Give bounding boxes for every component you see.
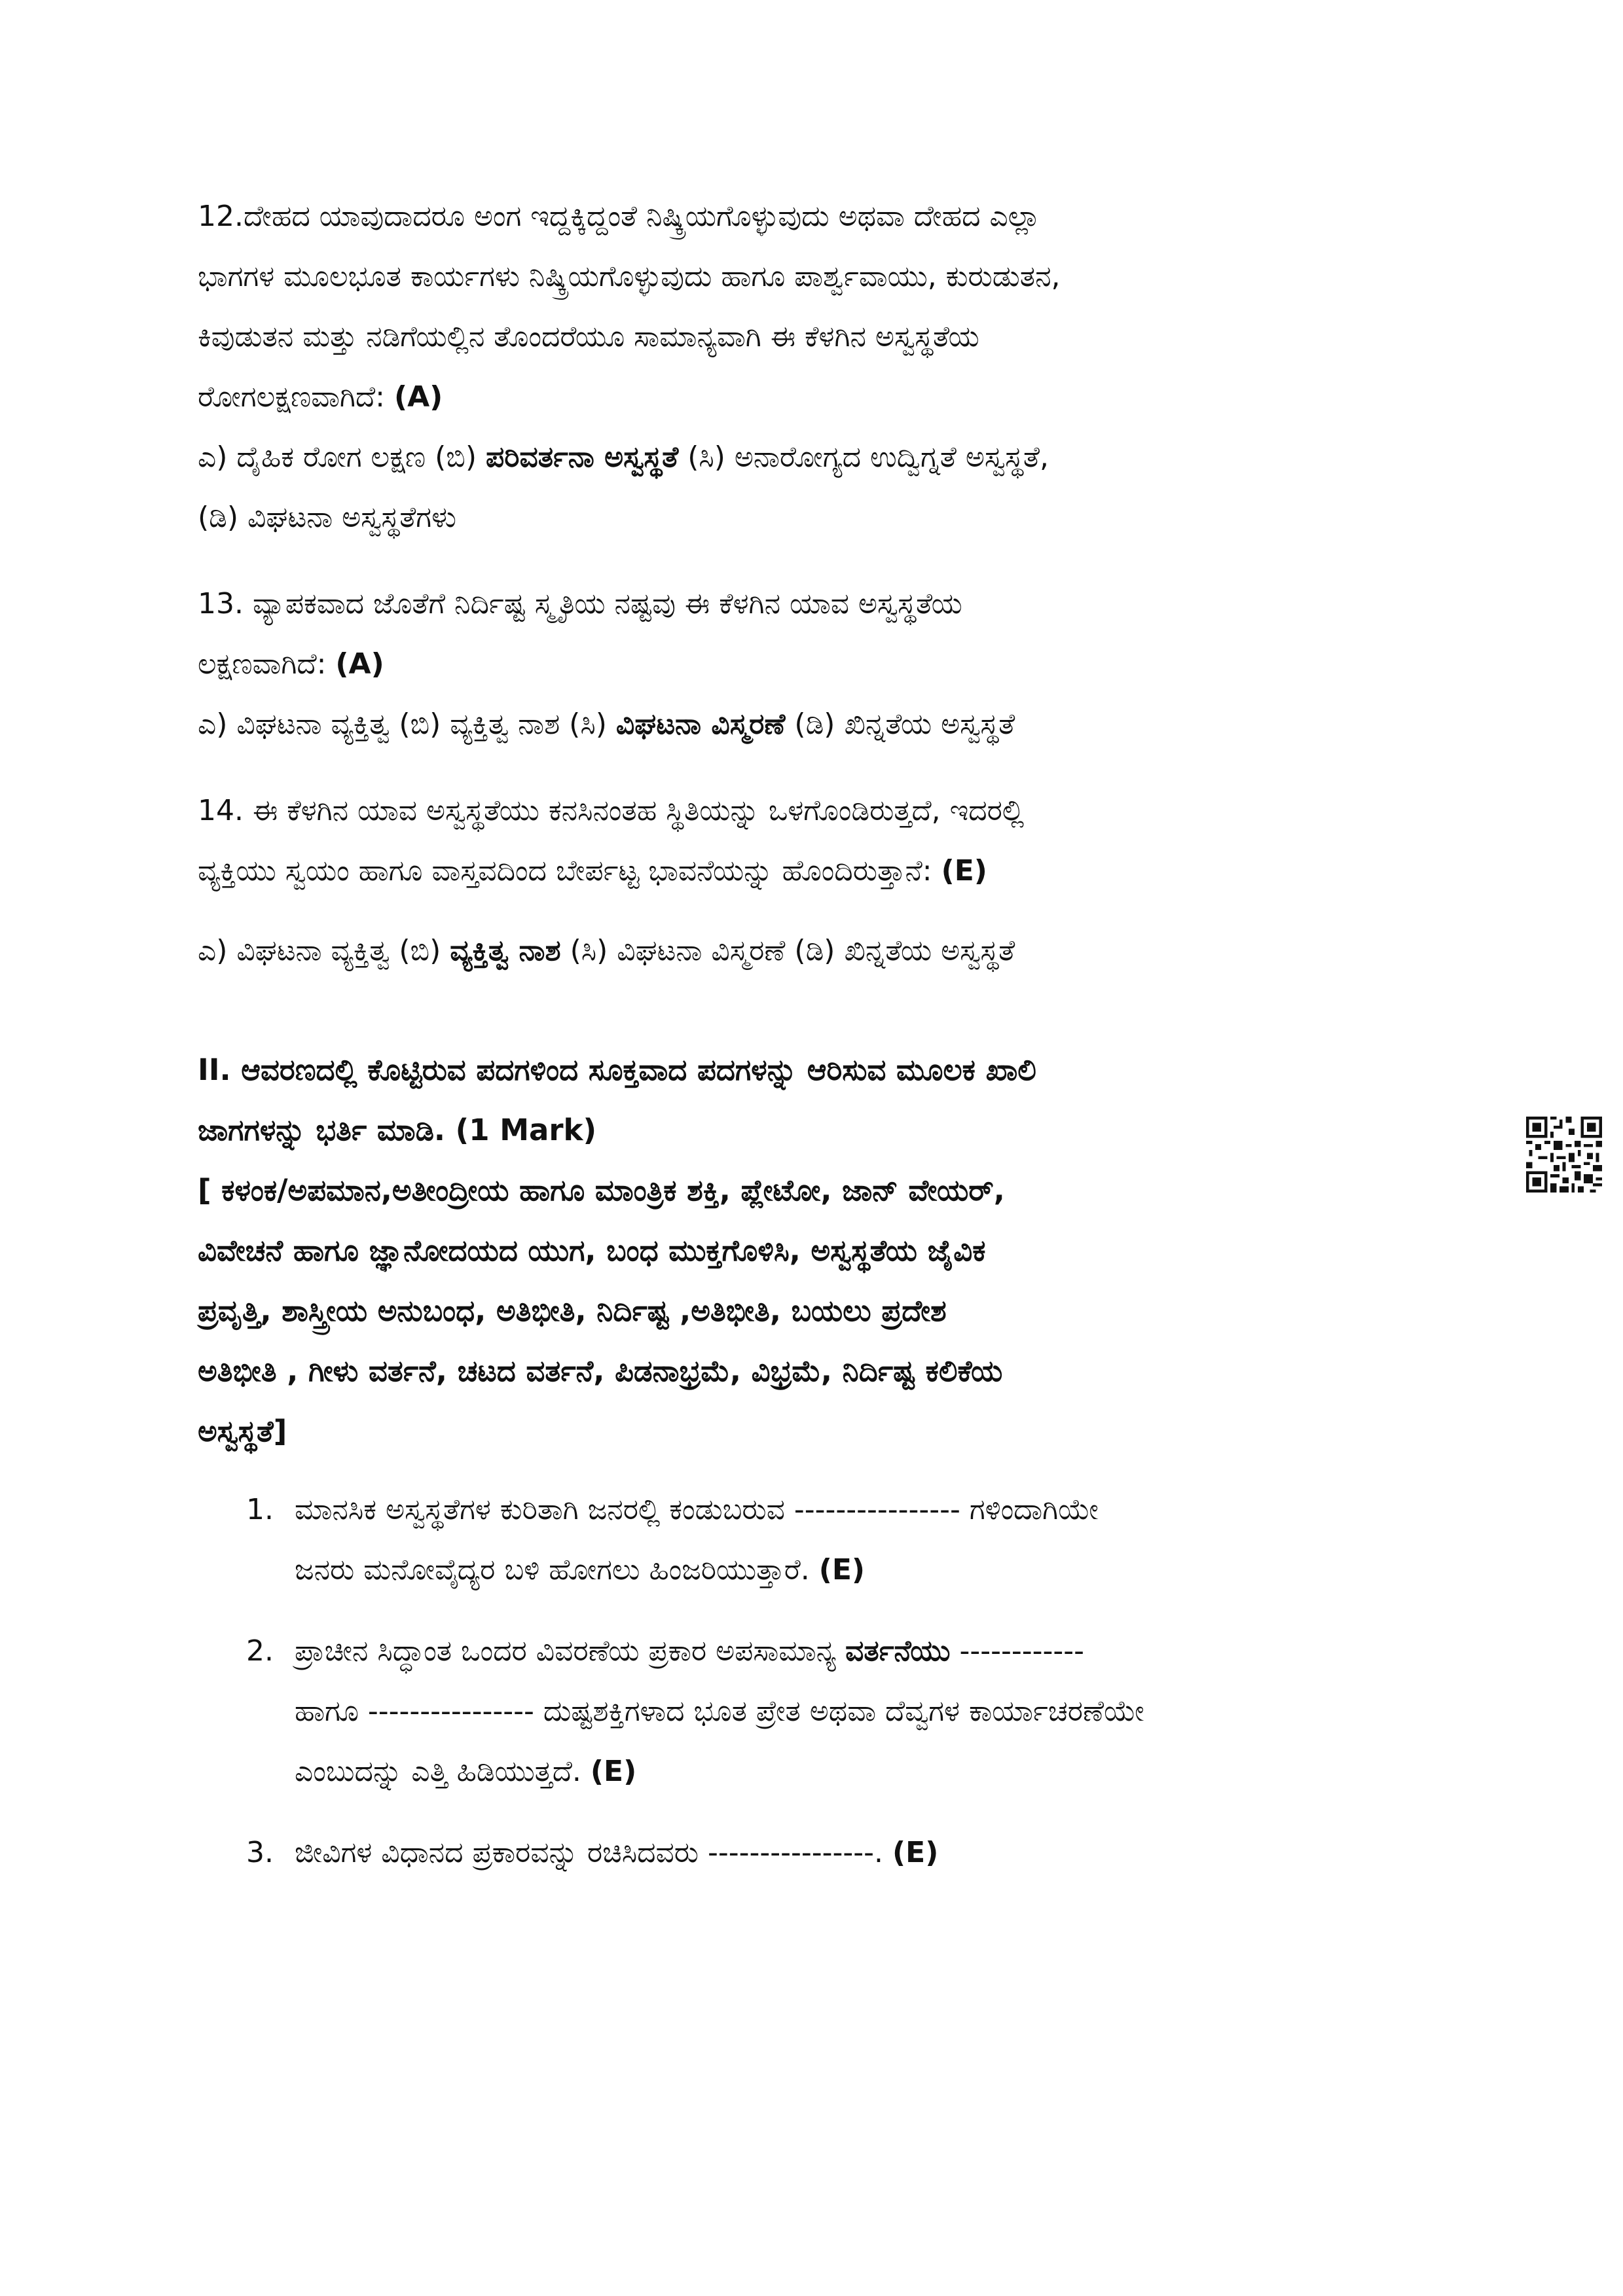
- section-heading: ಜಾಗಗಳನ್ನು ಭರ್ತಿ ಮಾಡಿ. (1 Mark): [198, 1113, 597, 1147]
- answer-options: [198, 694, 1442, 755]
- bold-word: ವರ್ತನೆಯು: [845, 1634, 951, 1668]
- question-text-line: [198, 841, 1442, 901]
- option-text: (ಡಿ) ಖಿನ್ನತೆಯ ಅಸ್ವಸ್ಥತೆ: [794, 708, 1015, 741]
- item-text: ಜೀವಿಗಳ ವಿಧಾನದ ಪ್ರಕಾರವನ್ನು ರಚಿಸಿದವರು ----------------.: [295, 1836, 884, 1869]
- question-12: [198, 187, 1442, 548]
- question-text: ರೋಗಲಕ್ಷಣವಾಗಿದೆ:: [198, 380, 385, 414]
- difficulty-marker: (E): [818, 1553, 866, 1587]
- item-number: 3.: [246, 1836, 274, 1869]
- list-item: [198, 1823, 1442, 1883]
- difficulty-marker: (A): [335, 647, 384, 681]
- qr-code-icon: [1526, 1117, 1602, 1193]
- difficulty-marker: (E): [590, 1755, 637, 1788]
- word-bank-line: [ ಕಳಂಕ/ಅಪಮಾನ,ಅತೀಂದ್ರೀಯ ಹಾಗೂ ಮಾಂತ್ರಿಕ ಶಕ್ತಿ, ಪ್ಲೇಟೋ, ಜಾನ್ ವೇಯರ್,: [198, 1173, 1005, 1208]
- answer-options: [198, 921, 1442, 981]
- question-text-line: ಕಿವುಡುತನ ಮತ್ತು ನಡಿಗೆಯಲ್ಲಿನ ತೊಂದರೆಯೂ ಸಾಮಾನ್ಯವಾಗಿ ಈ ಕೆಳಗಿನ ಅಸ್ವಸ್ಥತೆಯ: [198, 320, 979, 353]
- item-number: 2.: [246, 1634, 274, 1668]
- item-text-line: [295, 1540, 1442, 1600]
- item-text-line: [295, 1621, 1442, 1681]
- difficulty-marker: (A): [394, 380, 443, 414]
- question-text-line: [198, 634, 1442, 694]
- item-text-line: [295, 1742, 1442, 1802]
- section-heading: II. ಆವರಣದಲ್ಲಿ ಕೊಟ್ಟಿರುವ ಪದಗಳಿಂದ ಸೂಕ್ತವಾದ ಪದಗಳನ್ನು ಆರಿಸುವ ಮೂಲಕ ಖಾಲಿ: [198, 1052, 1036, 1087]
- answer-options: (ಡಿ) ವಿಘಟನಾ ಅಸ್ವಸ್ಥತೆಗಳು: [198, 501, 456, 534]
- option-text: ಎ) ವಿಘಟನಾ ವ್ಯಕ್ತಿತ್ವ (ಬಿ): [198, 934, 441, 967]
- list-item: [198, 1480, 1442, 1600]
- question-text-line: ಭಾಗಗಳ ಮೂಲಭೂತ ಕಾರ್ಯಗಳು ನಿಷ್ಕ್ರಿಯಗೊಳ್ಳುವುದು ಹಾಗೂ ಪಾರ್ಶ್ವವಾಯು, ಕುರುಡುತನ,: [198, 260, 1061, 293]
- item-number: 1.: [246, 1493, 274, 1526]
- question-13: [198, 574, 1442, 755]
- correct-answer: ವಿಘಟನಾ ವಿಸ್ಮರಣೆ: [615, 708, 786, 741]
- item-text: ಪ್ರಾಚೀನ ಸಿದ್ಧಾಂತ ಒಂದರ ವಿವರಣೆಯ ಪ್ರಕಾರ ಅಪಸಾಮಾನ್ಯ: [295, 1634, 837, 1668]
- option-text: (ಸಿ) ವಿಘಟನಾ ವಿಸ್ಮರಣೆ (ಡಿ) ಖಿನ್ನತೆಯ ಅಸ್ವಸ್ಥತೆ: [570, 934, 1015, 967]
- word-bank-line: ಅಸ್ವಸ್ಥತೆ]: [198, 1414, 287, 1448]
- correct-answer: ಪರಿವರ್ತನಾ ಅಸ್ವಸ್ಥತೆ: [486, 440, 679, 474]
- item-text-line: ಹಾಗೂ ---------------- ದುಷ್ಟಶಕ್ತಿಗಳಾದ ಭೂತ ಪ್ರೇತ ಅಥವಾ ದೆವ್ವಗಳ ಕಾರ್ಯಾಚರಣೆಯೇ: [295, 1695, 1144, 1728]
- question-text-line: 12.ದೇಹದ ಯಾವುದಾದರೂ ಅಂಗ ಇದ್ದಕ್ಕಿದ್ದಂತೆ ನಿಷ್ಕ್ರಿಯಗೊಳ್ಳುವುದು ಅಥವಾ ದೇಹದ ಎಲ್ಲಾ: [198, 200, 1041, 233]
- difficulty-marker: (E): [892, 1836, 939, 1869]
- question-text-line: 13. ವ್ಯಾಪಕವಾದ ಜೊತೆಗೆ ನಿರ್ದಿಷ್ಟ ಸ್ಮೃತಿಯ ನಷ್ಟವು ಈ ಕೆಳಗಿನ ಯಾವ ಅಸ್ವಸ್ಥತೆಯ: [198, 587, 962, 620]
- question-text: ವ್ಯಕ್ತಿಯು ಸ್ವಯಂ ಹಾಗೂ ವಾಸ್ತವದಿಂದ ಬೇರ್ಪಟ್ಟ ಭಾವನೆಯನ್ನು ಹೊಂದಿರುತ್ತಾನೆ:: [198, 854, 932, 888]
- section-2: [198, 1040, 1442, 1883]
- list-item: [198, 1621, 1442, 1802]
- item-text-line: [295, 1823, 1442, 1883]
- word-bank-line: ವಿವೇಚನೆ ಹಾಗೂ ಜ್ಞಾನೋದಯದ ಯುಗ, ಬಂಧ ಮುಕ್ತಗೊಳಿಸಿ, ಅಸ್ವಸ್ಥತೆಯ ಜೈವಿಕ: [198, 1233, 986, 1268]
- document-page: [198, 187, 1442, 1904]
- answer-options: [198, 427, 1442, 488]
- word-bank-line: ಅತಿಭೀತಿ , ಗೀಳು ವರ್ತನೆ, ಚಟದ ವರ್ತನೆ, ಪಿಡನಾಭ್ರಮೆ, ವಿಭ್ರಮೆ, ನಿರ್ದಿಷ್ಟ ಕಲಿಕೆಯ: [198, 1354, 1003, 1388]
- question-text-line: [198, 367, 1442, 427]
- option-text: (ಸಿ) ಅನಾರೋಗ್ಯದ ಉದ್ವಿಗ್ನತೆ ಅಸ್ವಸ್ಥತೆ,: [687, 440, 1049, 474]
- question-text-line: 14. ಈ ಕೆಳಗಿನ ಯಾವ ಅಸ್ವಸ್ಥತೆಯು ಕನಸಿನಂತಹ ಸ್ಥಿತಿಯನ್ನು ಒಳಗೊಂಡಿರುತ್ತದೆ, ಇದರಲ್ಲಿ: [198, 794, 1025, 827]
- item-text: ಜನರು ಮನೋವೈದ್ಯರ ಬಳಿ ಹೋಗಲು ಹಿಂಜರಿಯುತ್ತಾರೆ.: [295, 1553, 810, 1587]
- question-14: [198, 781, 1442, 981]
- option-text: ಎ) ವಿಘಟನಾ ವ್ಯಕ್ತಿತ್ವ (ಬಿ) ವ್ಯಕ್ತಿತ್ವ ನಾಶ (ಸಿ): [198, 708, 607, 741]
- item-text-line: ಮಾನಸಿಕ ಅಸ್ವಸ್ಥತೆಗಳ ಕುರಿತಾಗಿ ಜನರಲ್ಲಿ ಕಂಡುಬರುವ ---------------- ಗಳಿಂದಾಗಿಯೇ: [295, 1493, 1099, 1526]
- question-text: ಲಕ್ಷಣವಾಗಿದೆ:: [198, 647, 327, 681]
- item-text: ಎಂಬುದನ್ನು ಎತ್ತಿ ಹಿಡಿಯುತ್ತದೆ.: [295, 1755, 581, 1788]
- word-bank-line: ಪ್ರವೃತ್ತಿ, ಶಾಸ್ತ್ರೀಯ ಅನುಬಂಧ, ಅತಿಭೀತಿ, ನಿರ್ದಿಷ್ಟ ,ಅತಿಭೀತಿ, ಬಯಲು ಪ್ರದೇಶ: [198, 1293, 947, 1328]
- blank: ------------: [959, 1634, 1084, 1668]
- correct-answer: ವ್ಯಕ್ತಿತ್ವ ನಾಶ: [450, 934, 561, 967]
- difficulty-marker: (E): [941, 854, 987, 888]
- option-text: ಎ) ದೈಹಿಕ ರೋಗ ಲಕ್ಷಣ (ಬಿ): [198, 440, 477, 474]
- fill-blank-list: [198, 1480, 1442, 1883]
